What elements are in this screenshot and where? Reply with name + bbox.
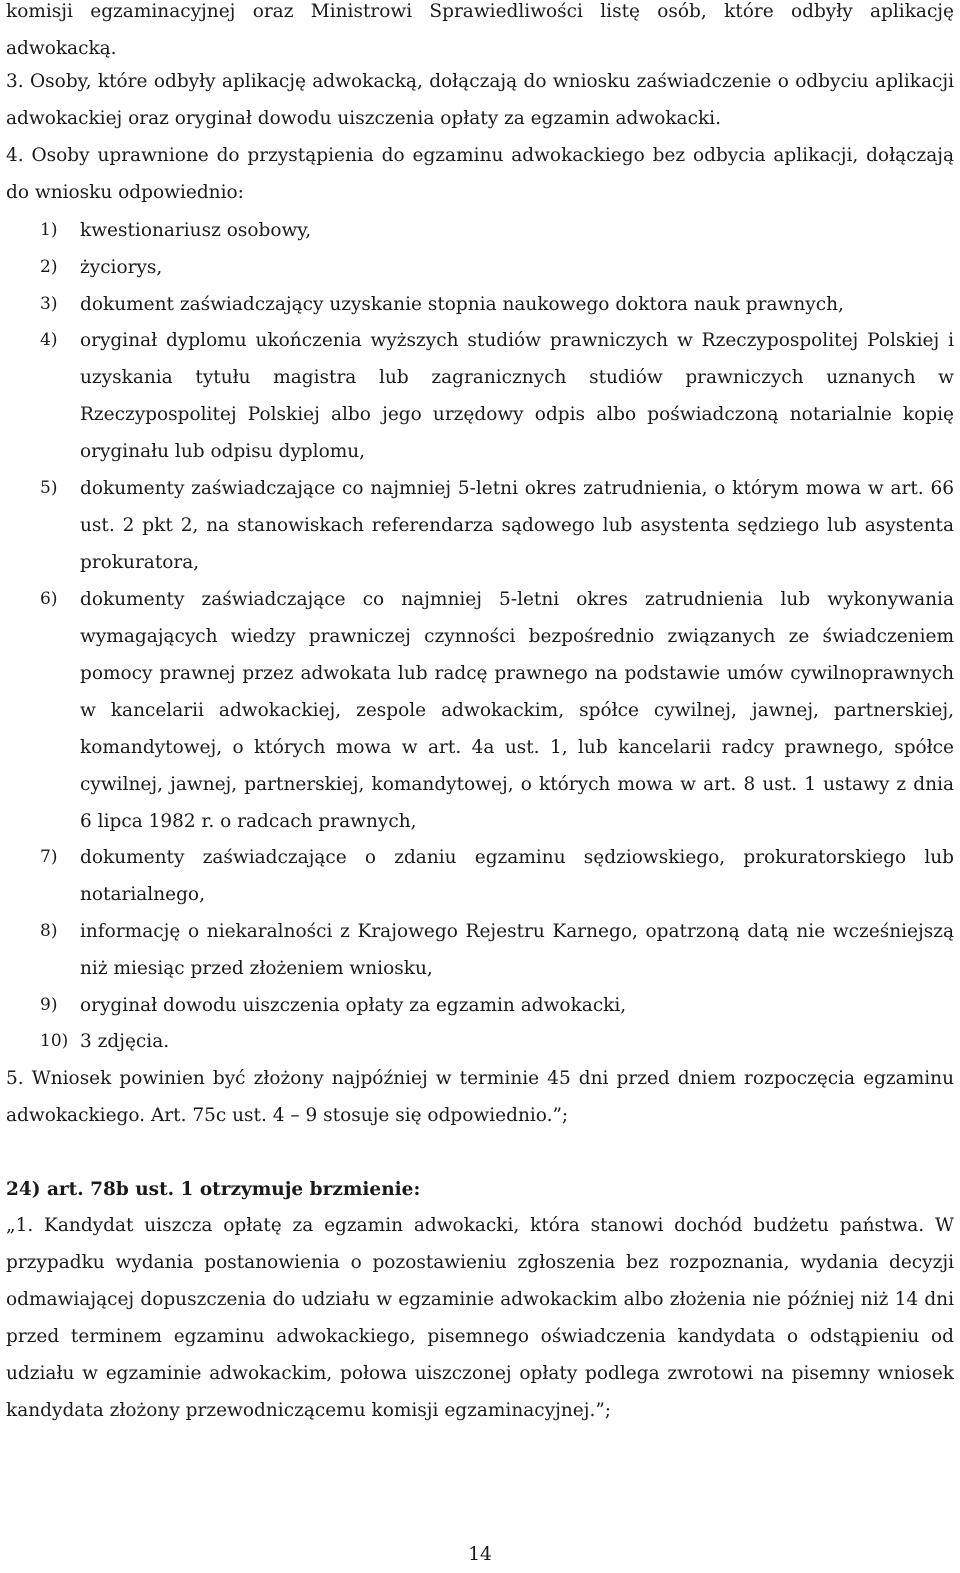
list-item <box>40 913 954 987</box>
list-item <box>40 987 954 1024</box>
list-item <box>40 212 954 249</box>
paragraph-4: 4. Osoby uprawnione do przystąpienia do egzaminu adwokackiego bez odbycia aplikacji, dołączają do wniosku odpowiednio: <box>6 145 954 203</box>
amendment-text: „1. Kandydat uiszcza opłatę za egzamin adwokacki, która stanowi dochód budżetu państwa. W przypadku wydania postanowienia o pozostawieniu zgłoszenia bez rozpoznania, wydania decyzji odmawiającej dopuszczenia do udziału w egzaminie adwokackim albo złożenia nie później niż 14 dni przed terminem egzaminu adwokackiego, pisemnego oświadczenia kandydata o odstąpieniu od udziału w egzaminie adwokackim, połowa uiszczonej opłaty podlega zwrotowi na pisemny wniosek kandydata złożony przewodniczącemu komisji egzaminacyjnej.”; <box>6 1215 954 1421</box>
list-item-number: 9) <box>40 995 58 1015</box>
list-item <box>40 322 954 470</box>
amendment-heading: 24) art. 78b ust. 1 otrzymuje brzmienie: <box>6 1179 421 1200</box>
list-item-number: 2) <box>40 257 58 277</box>
list-item-text: dokumenty zaświadczające co najmniej 5-letni okres zatrudnienia lub wykonywania wymagających wiedzy prawniczej czynności bezpośrednio związanych ze świadczeniem pomocy prawnej przez adwokata lub radcę prawnego na podstawie umów cywilnoprawnych w kancelarii adwokackiej, zespole adwokackim, spółce cywilnej, jawnej, partnerskiej, komandytowej, o których mowa w art. 4a ust. 1, lub kancelarii radcy prawnego, spółce cywilnej, jawnej, partnerskiej, komandytowej, o których mowa w art. 8 ust. 1 ustawy z dnia 6 lipca 1982 r. o radcach prawnych, <box>80 589 954 832</box>
list-item-text: dokumenty zaświadczające o zdaniu egzaminu sędziowskiego, prokuratorskiego lub notarialnego, <box>80 847 954 905</box>
paragraph-5: 5. Wniosek powinien być złożony najpóźniej w terminie 45 dni przed dniem rozpoczęcia egzaminu adwokackiego. Art. 75c ust. 4 – 9 stosuje się odpowiednio.”; <box>6 1068 954 1126</box>
list-item-text: życiorys, <box>80 257 163 278</box>
list-item-number: 8) <box>40 921 58 941</box>
list-item <box>40 839 954 913</box>
list-item-text: oryginał dowodu uiszczenia opłaty za egzamin adwokacki, <box>80 995 627 1016</box>
list-item-text: oryginał dyplomu ukończenia wyższych studiów prawniczych w Rzeczypospolitej Polskiej i uzyskania tytułu magistra lub zagranicznych studiów prawniczych uznanych w Rzeczypospolitej Polskiej albo jego urzędowy odpis albo poświadczoną notarialnie kopię oryginału lub odpisu dyplomu, <box>80 330 954 462</box>
paragraph-3: 3. Osoby, które odbyły aplikację adwokacką, dołączają do wniosku zaświadczenie o odbyciu aplikacji adwokackiej oraz oryginał dowodu uiszczenia opłaty za egzamin adwokacki. <box>6 71 954 129</box>
list-item-text: informację o niekaralności z Krajowego Rejestru Karnego, opatrzoną datą nie wcześniejszą niż miesiąc przed złożeniem wniosku, <box>80 921 954 979</box>
list-item-number: 5) <box>40 478 58 498</box>
page-number: 14 <box>468 1544 492 1565</box>
list-item-number: 4) <box>40 330 58 350</box>
paragraph-intro: komisji egzaminacyjnej oraz Ministrowi Sprawiedliwości listę osób, które odbyły aplikację adwokacką. <box>6 1 954 59</box>
list-item <box>40 470 954 581</box>
list-item <box>40 1023 954 1060</box>
list-item-number: 1) <box>40 220 58 240</box>
list-item-number: 3) <box>40 294 58 314</box>
list-item <box>40 581 954 840</box>
list-item-number: 10) <box>40 1031 69 1051</box>
list-item-text: kwestionariusz osobowy, <box>80 220 312 241</box>
list-item <box>40 249 954 286</box>
list-item-number: 7) <box>40 847 58 867</box>
list-item-text: dokument zaświadczający uzyskanie stopnia naukowego doktora nauk prawnych, <box>80 294 844 315</box>
list-item-number: 6) <box>40 589 58 609</box>
list-item-text: dokumenty zaświadczające co najmniej 5-letni okres zatrudnienia, o którym mowa w art. 66 ust. 2 pkt 2, na stanowiskach referendarza sądowego lub asystenta sędziego lub asystenta prokuratora, <box>80 478 954 573</box>
list-item <box>40 286 954 323</box>
list-item-text: 3 zdjęcia. <box>80 1031 170 1052</box>
